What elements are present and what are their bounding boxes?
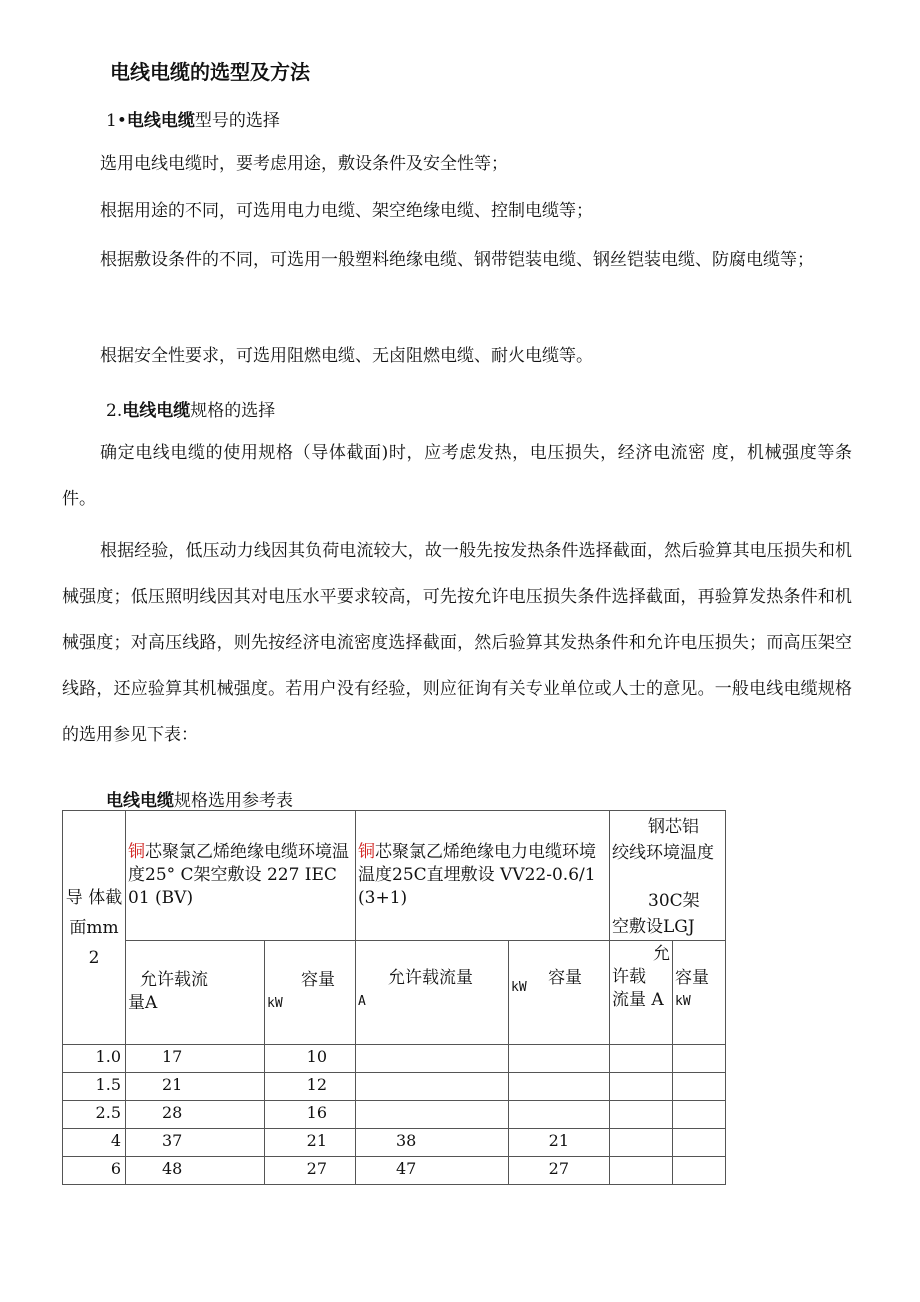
cell-a3 <box>610 1045 673 1073</box>
cell-k3 <box>673 1157 726 1185</box>
subheader-current-vv22 <box>356 941 509 1045</box>
cell-a2 <box>356 1073 509 1101</box>
paragraph-5: 确定电线电缆的使用规格（导体截面)时，应考虑发热，电压损失，经济电流密 度，机械强度等条件。 <box>62 443 852 509</box>
subheader-label: 允许载流量 <box>388 968 473 988</box>
paragraph-4: 根据安全性要求，可选用阻燃电缆、无卤阻燃电缆、耐火电缆等。 <box>100 346 593 366</box>
header-group-bv <box>126 811 356 941</box>
cell-a1: 48 <box>126 1157 265 1185</box>
cell-k3 <box>673 1073 726 1101</box>
cell-size: 6 <box>63 1157 126 1185</box>
section-title-rest: 型号的选择 <box>194 111 280 131</box>
cell-k2: 21 <box>509 1129 610 1157</box>
subheader-unit: 流量 A <box>612 990 664 1010</box>
subheader-power-bv <box>265 941 356 1045</box>
document-title: 电线电缆的选型及方法 <box>110 60 310 84</box>
table-row <box>63 1157 726 1185</box>
subheader-label: 允 <box>653 944 670 964</box>
cell-a2 <box>356 1101 509 1129</box>
lgj-line-1: 钢芯铝 <box>648 817 699 837</box>
group-red-char: 铜 <box>358 842 375 862</box>
subheader-label: 允许载流 <box>140 970 208 990</box>
lgj-line-3: 30C架 <box>648 891 700 911</box>
header-group-vv22 <box>356 811 610 941</box>
cell-a1: 21 <box>126 1073 265 1101</box>
cable-spec-table <box>62 810 726 1185</box>
cell-k2 <box>509 1101 610 1129</box>
header-group-lgj <box>610 811 726 941</box>
section-bold-term: 电线电缆 <box>126 111 195 131</box>
paragraph-6: 根据经验，低压动力线因其负荷电流较大，故一般先按发热条件选择截面，然后验算其电压损失和机械强度；低压照明线因其对电压水平要求较高，可先按允许电压损失条件选择截面，再验算发热条件和机械强度；对高压线路，则先按经济电流密度选择截面，然后验算其发热条件和允许电压损失；而高压架空线路，还应验算其机械强度。若用户没有经验，则应征询有关专业单位或人士的意见。一般电线电缆规格的选用参见下表： <box>62 541 852 745</box>
table-caption <box>106 786 293 811</box>
table-header-row <box>63 811 726 941</box>
header-conductor-size: 导 体截面mm 2 <box>63 811 126 1045</box>
lgj-line-2: 绞线环境温度 <box>612 843 714 863</box>
cell-a1: 37 <box>126 1129 265 1157</box>
table-subheader-row <box>63 941 726 1045</box>
table-row <box>63 1101 726 1129</box>
group-red-char: 铜 <box>128 842 145 862</box>
caption-bold-term: 电线电缆 <box>106 791 174 811</box>
table-row <box>63 1129 726 1157</box>
section-bold-term: 电线电缆 <box>122 401 191 421</box>
caption-rest: 规格选用参考表 <box>174 791 293 811</box>
cell-a1: 17 <box>126 1045 265 1073</box>
subheader-current-bv <box>126 941 265 1045</box>
subheader-label: 许载 <box>612 967 646 987</box>
cell-k1: 21 <box>265 1129 356 1157</box>
cell-k1: 16 <box>265 1101 356 1129</box>
paragraph-3: 根据敷设条件的不同，可选用一般塑料绝缘电缆、钢带铠装电缆、钢丝铠装电缆、防腐电缆等； <box>100 250 814 270</box>
lgj-line-4: 空敷设LGJ <box>612 917 695 937</box>
subheader-label: 容量 <box>301 970 335 990</box>
cell-a2: 38 <box>356 1129 509 1157</box>
group-desc: 芯聚氯乙烯绝缘电力电缆环境温度25C直埋敷设 VV22-0.6/1 (3+1) <box>358 842 596 908</box>
paragraph-2: 根据用途的不同，可选用电力电缆、架空绝缘电缆、控制电缆等； <box>100 201 593 221</box>
subheader-unit: kW <box>511 980 527 995</box>
cell-size: 4 <box>63 1129 126 1157</box>
subheader-label: 容量 <box>548 968 583 988</box>
section-heading-1 <box>106 106 280 131</box>
cell-a2: 47 <box>356 1157 509 1185</box>
cell-k2: 27 <box>509 1157 610 1185</box>
subheader-current-lgj <box>610 941 673 1045</box>
cell-size: 2.5 <box>63 1101 126 1129</box>
subheader-unit: 量A <box>128 993 158 1013</box>
cell-a3 <box>610 1101 673 1129</box>
cell-size: 1.5 <box>63 1073 126 1101</box>
subheader-unit: A <box>358 994 366 1009</box>
subheader-power-lgj <box>673 941 726 1045</box>
cell-k2 <box>509 1045 610 1073</box>
table-row <box>63 1045 726 1073</box>
table-row <box>63 1073 726 1101</box>
cell-k3 <box>673 1101 726 1129</box>
cell-a3 <box>610 1129 673 1157</box>
cell-size: 1.0 <box>63 1045 126 1073</box>
cell-a1: 28 <box>126 1101 265 1129</box>
cell-k1: 27 <box>265 1157 356 1185</box>
section-number: 1• <box>106 111 127 131</box>
cell-k2 <box>509 1073 610 1101</box>
section-number: 2. <box>106 401 123 421</box>
section-heading-2 <box>106 396 275 421</box>
cell-k3 <box>673 1045 726 1073</box>
cell-k3 <box>673 1129 726 1157</box>
subheader-unit: kW <box>675 994 691 1009</box>
cell-k1: 10 <box>265 1045 356 1073</box>
cell-a3 <box>610 1157 673 1185</box>
subheader-label: 容量 <box>675 968 709 988</box>
subheader-power-vv22 <box>509 941 610 1045</box>
cell-a3 <box>610 1073 673 1101</box>
cell-k1: 12 <box>265 1073 356 1101</box>
cell-a2 <box>356 1045 509 1073</box>
section-title-rest: 规格的选择 <box>190 401 276 421</box>
subheader-unit: kW <box>267 996 283 1011</box>
group-desc: 芯聚氯乙烯绝缘电缆环境温度25° C架空敷设 227 IEC 01 (BV) <box>128 842 349 908</box>
paragraph-1: 选用电线电缆时，要考虑用途，敷设条件及安全性等； <box>100 154 508 174</box>
